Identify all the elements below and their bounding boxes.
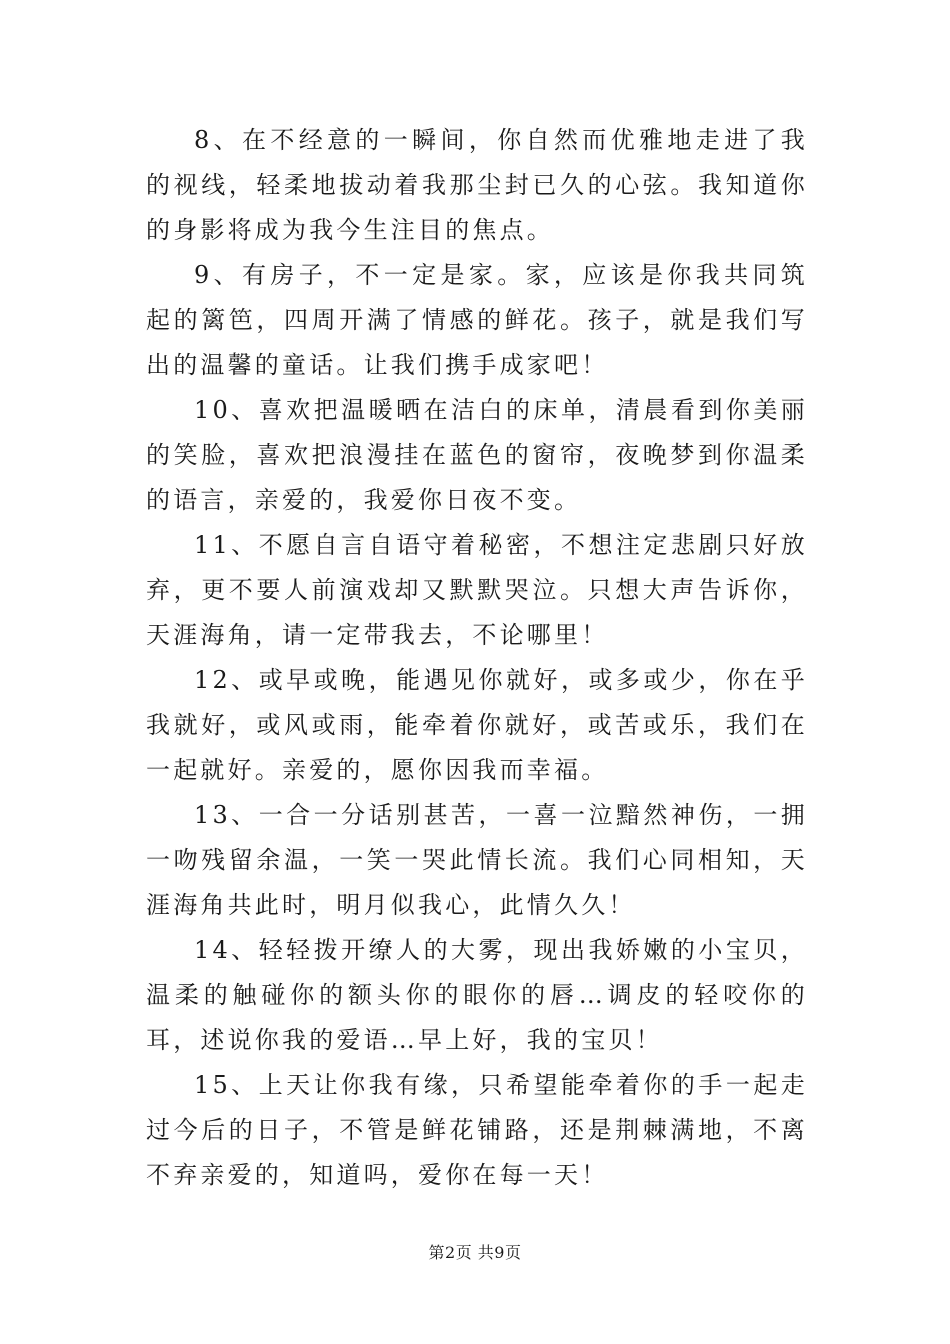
paragraph-15: 15、上天让你我有缘，只希望能牵着你的手一起走过今后的日子，不管是鲜花铺路，还是荆棘满地，不离不弃亲爱的，知道吗，爱你在每一天！	[146, 1071, 808, 1189]
paragraph-10: 10、喜欢把温暖晒在洁白的床单，清晨看到你美丽的笑脸，喜欢把浪漫挂在蓝色的窗帘，夜晚梦到你温柔的语言，亲爱的，我爱你日夜不变。	[146, 396, 808, 514]
document-body	[146, 118, 808, 1198]
paragraph-13: 13、一合一分话别甚苦，一喜一泣黯然神伤，一拥一吻残留余温，一笑一哭此情长流。我们心同相知，天涯海角共此时，明月似我心，此情久久！	[146, 801, 808, 919]
paragraph-9: 9、有房子，不一定是家。家，应该是你我共同筑起的篱笆，四周开满了情感的鲜花。孩子，就是我们写出的温馨的童话。让我们携手成家吧！	[146, 261, 808, 379]
paragraph-11: 11、不愿自言自语守着秘密，不想注定悲剧只好放弃，更不要人前演戏却又默默哭泣。只想大声告诉你，天涯海角，请一定带我去，不论哪里！	[146, 531, 808, 649]
paragraph-8: 8、在不经意的一瞬间，你自然而优雅地走进了我的视线，轻柔地拔动着我那尘封已久的心弦。我知道你的身影将成为我今生注目的焦点。	[146, 126, 808, 244]
page-number-footer: 第2页 共9页	[428, 1243, 522, 1262]
paragraph-12: 12、或早或晚，能遇见你就好，或多或少，你在乎我就好，或风或雨，能牵着你就好，或苦或乐，我们在一起就好。亲爱的，愿你因我而幸福。	[146, 666, 808, 784]
paragraph-14: 14、轻轻拨开缭人的大雾，现出我娇嫩的小宝贝，温柔的触碰你的额头你的眼你的唇…调皮的轻咬你的耳，述说你我的爱语…早上好，我的宝贝！	[146, 936, 808, 1054]
